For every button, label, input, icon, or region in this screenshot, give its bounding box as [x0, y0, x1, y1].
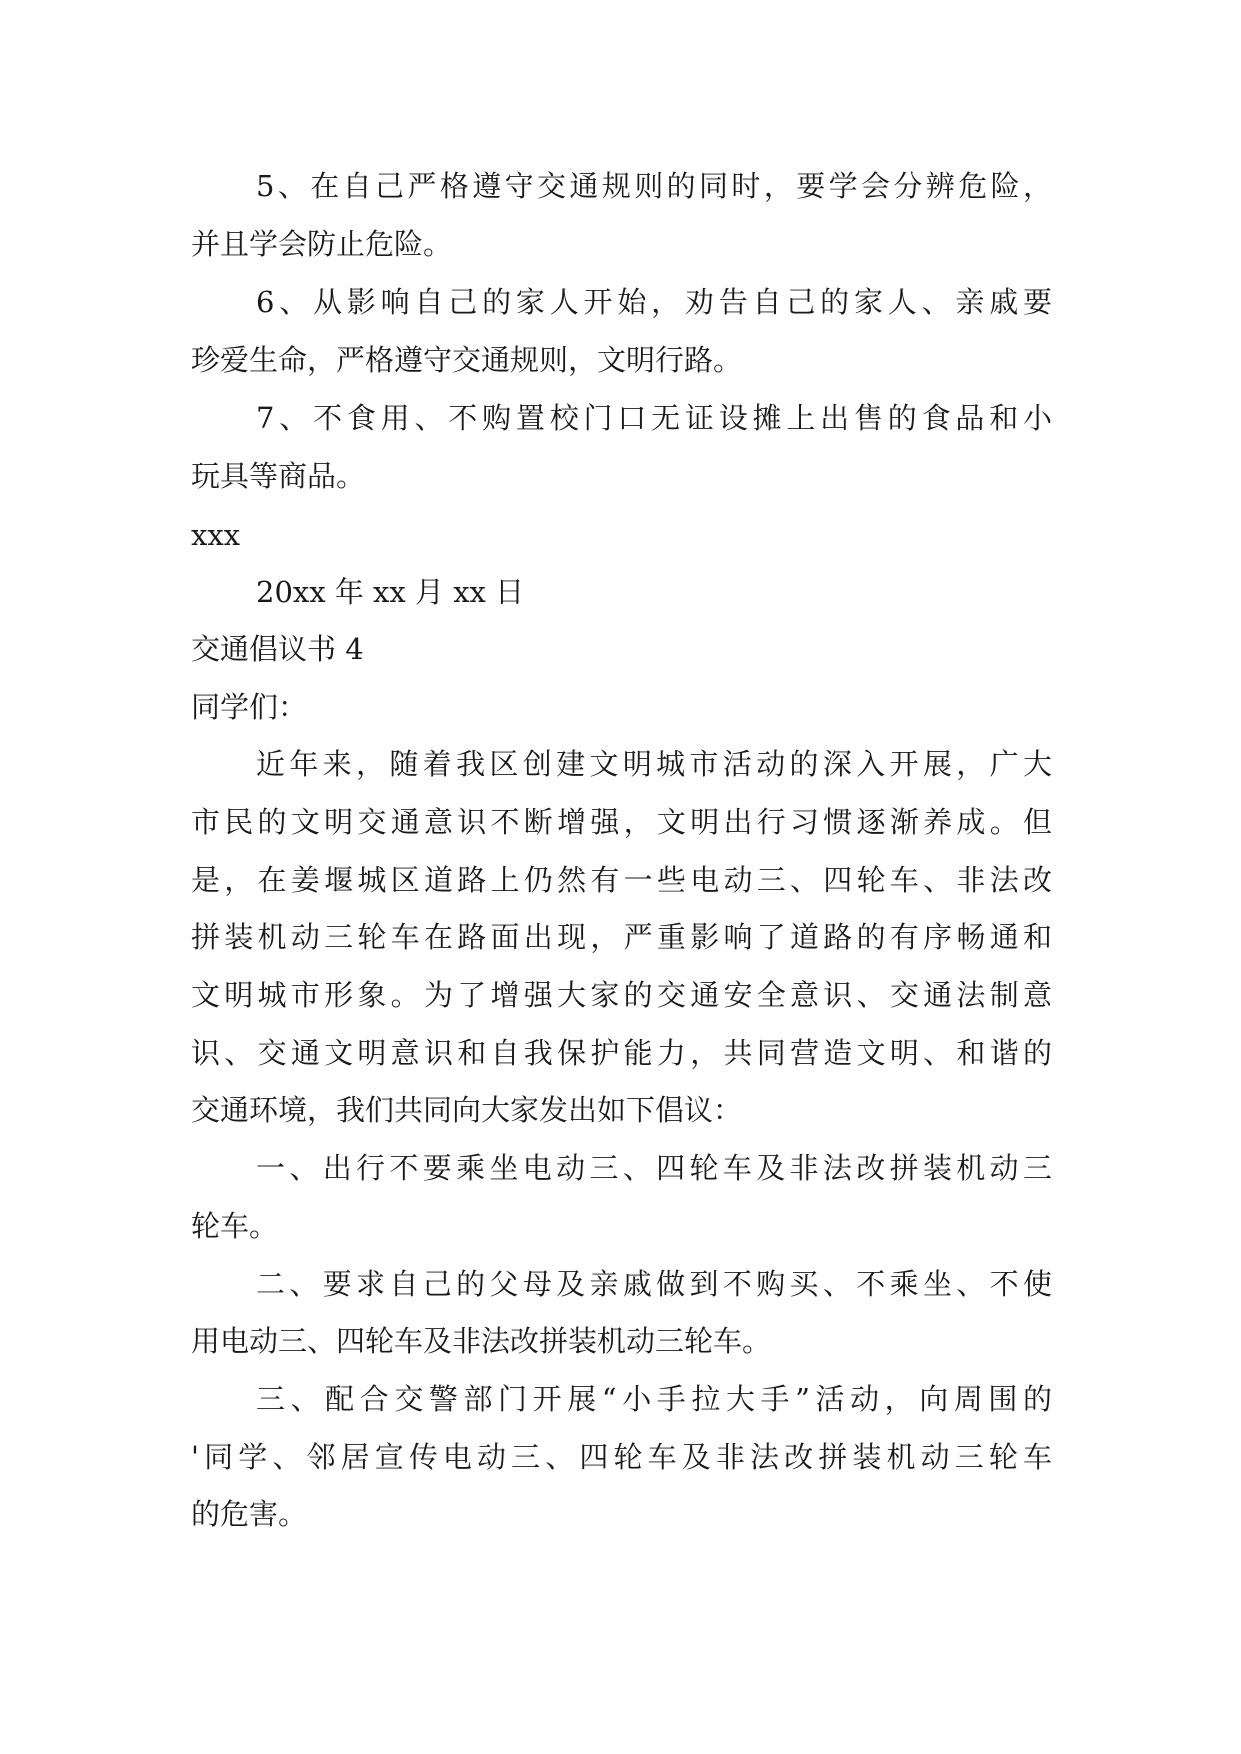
paragraph-line-2: 市民的文明交通意识不断增强，文明出行习惯逐渐养成。但: [191, 805, 1052, 839]
paragraph-line-7: 交通环境，我们共同向大家发出如下倡议：: [191, 1093, 743, 1127]
item-5-line-2: 并且学会防止危险。: [191, 227, 453, 261]
paragraph-line-6: 识、交通文明意识和自我保护能力，共同营造文明、和谐的: [191, 1036, 1052, 1070]
proposal-3-line-1: 三、配合交警部门开展“小手拉大手”活动，向周围的: [256, 1382, 1052, 1416]
item-7-line-1: 7、不食用、不购置校门口无证设摊上出售的食品和小: [256, 401, 1052, 435]
paragraph-line-5: 文明城市形象。为了增强大家的交通安全意识、交通法制意: [191, 978, 1052, 1012]
signature-name: xxx: [191, 518, 241, 552]
proposal-3-line-2: '同学、邻居宣传电动三、四轮车及非法改拼装机动三轮车: [191, 1440, 1052, 1474]
section-title: 交通倡议书 4: [191, 632, 364, 666]
proposal-3-line-3: 的危害。: [191, 1497, 308, 1531]
proposal-2-line-1: 二、要求自己的父母及亲戚做到不购买、不乘坐、不使: [256, 1267, 1052, 1301]
paragraph-line-1: 近年来，随着我区创建文明城市活动的深入开展，广大: [256, 747, 1052, 781]
item-5-line-1: 5、在自己严格遵守交通规则的同时，要学会分辨危险，: [256, 169, 1052, 203]
proposal-1-line-2: 轮车。: [191, 1209, 279, 1243]
paragraph-line-4: 拼装机动三轮车在路面出现，严重影响了道路的有序畅通和: [191, 920, 1052, 954]
paragraph-line-3: 是，在姜堰城区道路上仍然有一些电动三、四轮车、非法改: [191, 863, 1052, 897]
item-6-line-1: 6、从影响自己的家人开始，劝告自己的家人、亲戚要: [256, 285, 1052, 319]
proposal-2-line-2: 用电动三、四轮车及非法改拼装机动三轮车。: [191, 1324, 772, 1358]
salutation: 同学们：: [191, 690, 308, 724]
item-7-line-2: 玩具等商品。: [191, 459, 366, 493]
proposal-1-line-1: 一、出行不要乘坐电动三、四轮车及非法改拼装机动三: [256, 1151, 1052, 1185]
signature-date: 20xx 年 xx 月 xx 日: [256, 575, 525, 609]
item-6-line-2: 珍爱生命，严格遵守交通规则，文明行路。: [191, 343, 743, 377]
